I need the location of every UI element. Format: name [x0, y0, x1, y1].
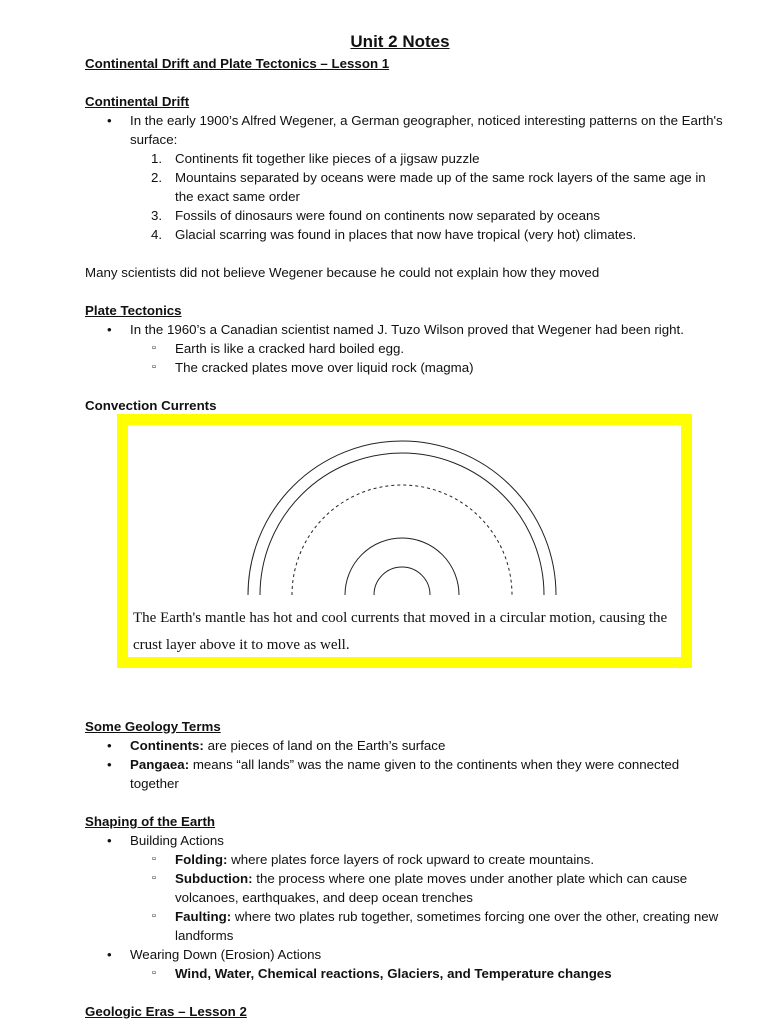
- evidence-item: 1. Continents fit together like pieces of a jigsaw puzzle: [151, 151, 480, 166]
- evidence-list: [130, 149, 725, 244]
- evidence-item: 4. Glacial scarring was found in places that now have tropical (very hot) climates.: [151, 227, 637, 242]
- lesson2-heading: Geologic Eras – Lesson 2: [85, 1004, 247, 1019]
- term-item: • Continents: are pieces of land on the Earth’s surface: [85, 736, 725, 755]
- inner-core-arc: [374, 567, 430, 595]
- shaping-list: [85, 831, 725, 983]
- building-actions-list: [130, 850, 725, 945]
- plate-tectonics-item: ▫ Earth is like a cracked hard boiled egg.: [130, 339, 725, 358]
- term-item: • Pangaea: means “all lands” was the name given to the continents when they were connected together: [85, 755, 725, 793]
- continental-drift-heading: Continental Drift: [85, 94, 190, 109]
- convection-caption: The Earth's mantle has hot and cool currents that moved in a circular motion, causing the crust layer above it to move as well.: [133, 610, 668, 653]
- continental-drift-intro: • In the early 1900’s Alfred Wegener, a German geographer, noticed interesting patterns on the Earth's surface: 1. Continents fit together like pieces of a jigsaw puzzle 2. Mountains separated by oceans were made up of the same rock layers of the same age in the exact same order 3. Fossils of dinosaurs were found on continents now separated by oceans 4. Glacial scarring was found in places that now have tropical (very hot) climates.: [85, 111, 725, 244]
- plate-tectonics-list: [85, 320, 725, 377]
- convection-diagram: [117, 414, 692, 668]
- lesson1-heading: Continental Drift and Plate Tectonics – Lesson 1: [85, 56, 390, 71]
- wearing-actions-list: [130, 964, 725, 983]
- building-item: ▫ Folding: where plates force layers of rock upward to create mountains.: [130, 850, 725, 869]
- shaping-heading: Shaping of the Earth: [85, 814, 216, 829]
- building-item: ▫ Subduction: the process where one plate moves under another plate which can cause volcanoes, earthquakes, and deep ocean trenches: [130, 869, 725, 907]
- plate-tectonics-sublist: [130, 339, 725, 377]
- wegener-note: Many scientists did not believe Wegener because he could not explain how they moved: [85, 265, 600, 280]
- wearing-actions: • Wearing Down (Erosion) Actions ▫ Wind, Water, Chemical reactions, Glaciers, and Temperature changes: [85, 945, 725, 983]
- geology-terms-heading: Some Geology Terms: [85, 719, 221, 734]
- plate-tectonics-item: ▫ The cracked plates move over liquid rock (magma): [130, 358, 725, 377]
- crust-inner-arc: [260, 453, 544, 595]
- evidence-item: 2. Mountains separated by oceans were made up of the same rock layers of the same age in the exact same order: [151, 170, 706, 204]
- building-actions: • Building Actions ▫ Folding: where plates force layers of rock upward to create mountains. ▫ Subduction: the process where one plate moves under another plate which can cause volcanoes, earthquakes, and deep ocean trenches ▫ Faulting: where two plates rub together, sometimes forcing one over the other, creating new landforms: [85, 831, 725, 945]
- page-title: Unit 2 Notes: [350, 32, 450, 51]
- building-item: ▫ Faulting: where two plates rub together, sometimes forcing one over the other, creating new landforms: [130, 907, 725, 945]
- mantle-dashed-arc: [292, 485, 512, 595]
- plate-tectonics-intro: • In the 1960’s a Canadian scientist named J. Tuzo Wilson proved that Wegener had been right. ▫ Earth is like a cracked hard boiled egg. ▫ The cracked plates move over liquid rock (magma): [85, 320, 725, 377]
- plate-tectonics-heading: Plate Tectonics: [85, 303, 182, 318]
- crust-outer-arc: [248, 441, 556, 595]
- geology-terms-list: [85, 736, 725, 793]
- convection-heading: Convection Currents: [85, 398, 217, 413]
- wearing-item: ▫ Wind, Water, Chemical reactions, Glaciers, and Temperature changes: [130, 964, 725, 983]
- continental-drift-list: [85, 111, 725, 244]
- evidence-item: 3. Fossils of dinosaurs were found on continents now separated by oceans: [151, 208, 601, 223]
